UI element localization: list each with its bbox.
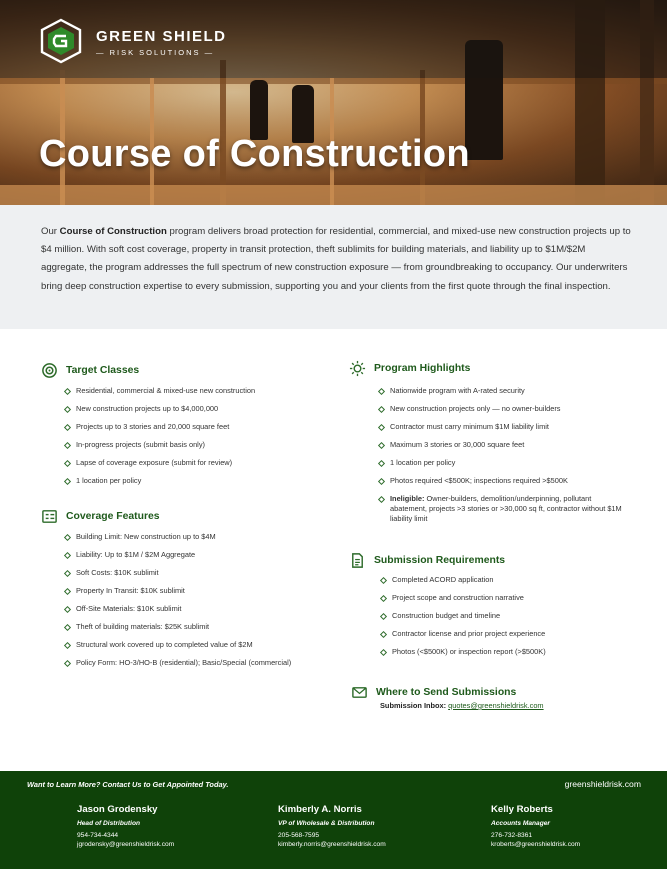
list-item: Nationwide program with A-rated security (379, 386, 629, 396)
sun-icon (349, 360, 366, 377)
submission-requirements-list (381, 575, 631, 657)
list-item: Contractor license and prior project experience (381, 629, 631, 639)
contact-card (77, 804, 174, 848)
list-item: Completed ACORD application (381, 575, 631, 585)
list-item: Soft Costs: $10K sublimit (65, 568, 335, 578)
contact-name: Jason Grodensky (77, 804, 158, 815)
intro-section (0, 205, 667, 329)
brand-subtitle: — RISK SOLUTIONS — (96, 48, 215, 57)
contact-email[interactable]: jgrodensky@greenshieldrisk.com (77, 841, 175, 848)
list-item: Structural work covered up to completed value of $2M (65, 640, 335, 650)
contact-name: Kelly Roberts (491, 804, 553, 815)
hero-banner (0, 0, 667, 205)
list-item: Lapse of coverage exposure (submit for review) (65, 458, 325, 468)
list-item: Project scope and construction narrative (381, 593, 631, 603)
document-icon (349, 552, 366, 569)
list-item: Off-Site Materials: $10K sublimit (65, 604, 335, 614)
contact-phone[interactable]: 205-568-7595 (278, 832, 320, 839)
footer-website-link[interactable]: greenshieldrisk.com (564, 779, 641, 789)
coverage-features-title: Coverage Features (66, 511, 160, 522)
contact-card (491, 804, 580, 848)
intro-bold-term: Course of Construction (59, 226, 167, 237)
contact-phone[interactable]: 954-734-4344 (77, 832, 119, 839)
submission-inbox-line (380, 701, 544, 710)
list-item: Liability: Up to $1M / $2M Aggregate (65, 550, 335, 560)
ineligible-label: Ineligible: (390, 494, 425, 503)
list-item: Projects up to 3 stories and 20,000 square feet (65, 422, 325, 432)
brand-wordmark (96, 28, 227, 57)
contact-phone[interactable]: 276-732-8361 (491, 832, 533, 839)
contact-email[interactable]: kimberly.norris@greenshieldrisk.com (278, 841, 386, 848)
submission-requirements-heading (349, 552, 505, 569)
coverage-features-heading (41, 508, 160, 525)
list-item: Construction budget and timeline (381, 611, 631, 621)
target-classes-title: Target Classes (66, 365, 140, 376)
list-item: Residential, commercial & mixed-use new construction (65, 386, 325, 396)
list-item: Building Limit: New construction up to $4M (65, 532, 335, 542)
contact-role: VP of Wholesale & Distribution (278, 820, 375, 827)
page-title: Course of Construction (39, 133, 470, 175)
target-icon (41, 362, 58, 379)
contact-name: Kimberly A. Norris (278, 804, 362, 815)
list-item: Maximum 3 stories or 30,000 square feet (379, 440, 629, 450)
program-highlights-title: Program Highlights (374, 363, 471, 374)
contact-email[interactable]: kroberts@greenshieldrisk.com (491, 841, 581, 848)
green-shield-logo (38, 18, 84, 64)
list-item: Photos required <$500K; inspections required >$500K (379, 476, 629, 486)
list-check-icon (41, 508, 58, 525)
list-item: 1 location per policy (65, 476, 325, 486)
where-to-send-heading (351, 684, 516, 701)
list-item: Photos (<$500K) or inspection report (>$500K) (381, 647, 631, 657)
list-item: 1 location per policy (379, 458, 629, 468)
footer-cta: Want to Learn More? Contact Us to Get Appointed Today. (27, 780, 229, 789)
list-item: Theft of building materials: $25K sublimit (65, 622, 335, 632)
intro-paragraph: Our Course of Construction program delivers broad protection for residential, commercial, and mixed-use new construction projects up to $4 million. With soft cost coverage, property in transit protection, theft sublimits for building materials, and liability up to $1M/$2M aggregate, the program addresses the full spectrum of new construction exposure — from groundbreaking to occupancy. Our underwriters bring deep construction expertise to every submission, supporting you and your clients from the first quote through the final inspection. (41, 226, 631, 292)
coverage-features-list (65, 532, 335, 668)
target-classes-heading (41, 362, 139, 379)
contact-role: Head of Distribution (77, 820, 141, 827)
list-item: New construction projects only — no owner-builders (379, 404, 629, 414)
brand-name: GREEN SHIELD (96, 28, 227, 45)
target-classes-list (65, 386, 325, 486)
list-item: New construction projects up to $4,000,000 (65, 404, 325, 414)
list-item: In-progress projects (submit basis only) (65, 440, 325, 450)
list-item: Contractor must carry minimum $1M liability limit (379, 422, 629, 432)
where-to-send-title: Where to Send Submissions (376, 687, 517, 698)
list-item: Property In Transit: $10K sublimit (65, 586, 335, 596)
submission-inbox-email-link[interactable]: quotes@greenshieldrisk.com (448, 701, 544, 710)
contact-card (278, 804, 386, 848)
footer (0, 771, 667, 869)
submission-requirements-title: Submission Requirements (374, 555, 506, 566)
list-item-ineligible: Ineligible: Owner-builders, demolition/underpinning, pollutant abatement, projects >3 stories or >30,000 sq ft, contractor without $1M liability limit (379, 494, 629, 524)
program-highlights-heading (349, 360, 470, 377)
program-highlights-list (379, 386, 629, 524)
submission-inbox-label: Submission Inbox: (380, 701, 447, 710)
contact-role: Accounts Manager (491, 820, 550, 827)
list-item: Policy Form: HO-3/HO-B (residential); Basic/Special (commercial) (65, 658, 335, 668)
mail-icon (351, 684, 368, 701)
